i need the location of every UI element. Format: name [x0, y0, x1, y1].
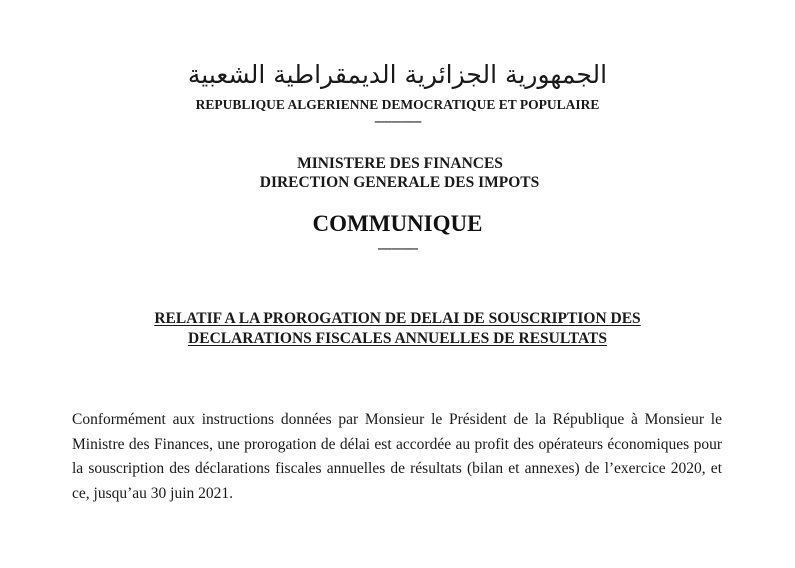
subject-line-1: RELATIF A LA PROROGATION DE DELAI DE SOUSCRIPTION DES	[154, 310, 641, 327]
arabic-country-title: الجمهورية الجزائرية الديمقراطية الشعبية	[187, 60, 608, 89]
header-separator: --------------	[374, 113, 421, 128]
document-title: COMMUNIQUE	[312, 211, 483, 236]
title-separator: ------------	[377, 240, 418, 255]
ministry-name: MINISTERE DES FINANCES	[297, 155, 503, 172]
direction-name: DIRECTION GENERALE DES IMPOTS	[259, 174, 540, 191]
subject-heading	[0, 309, 795, 349]
subject-line-2: DECLARATIONS FISCALES ANNUELLES DE RESULTATS	[188, 330, 607, 347]
republic-title: REPUBLIQUE ALGERIENNE DEMOCRATIQUE ET POPULAIRE	[195, 97, 600, 112]
body-paragraph: Conformément aux instructions données par Monsieur le Président de la République à Monsieur le Ministre des Finances, une prorogation de délai est accordée au profit des opérateurs économiques pour la souscription des déclarations fiscales annuelles de résultats (bilan et annexes) de l’exercice 2020, et ce, jusqu’au 30 juin 2021.	[72, 411, 722, 502]
